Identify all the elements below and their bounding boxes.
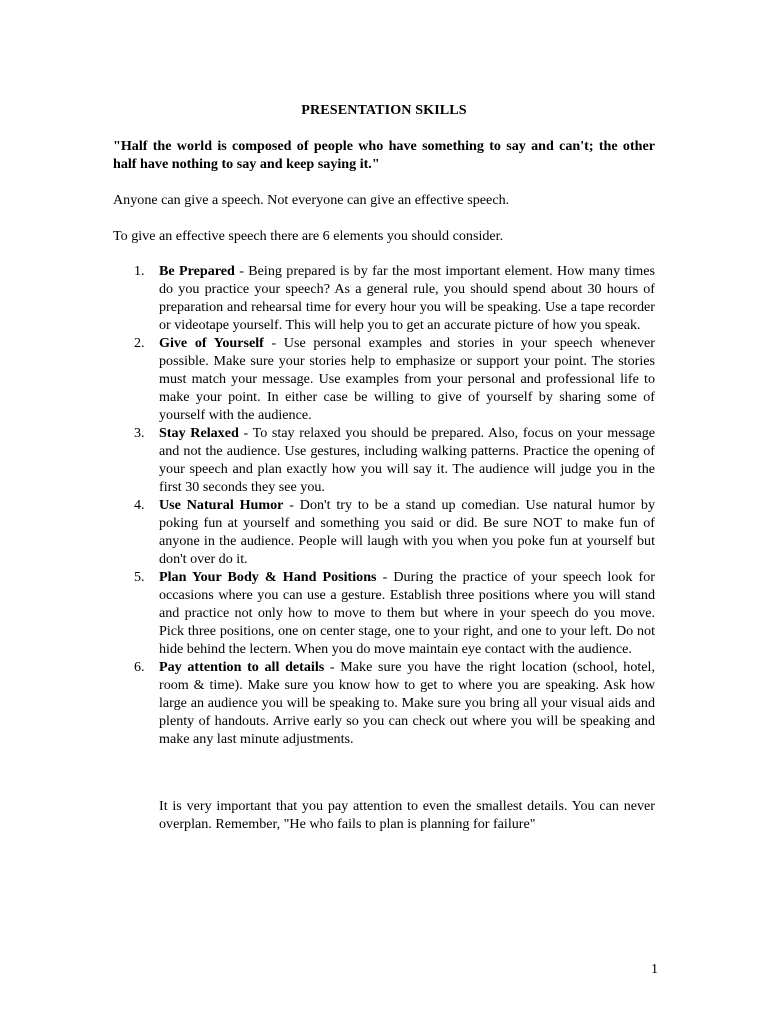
list-item bbox=[113, 568, 655, 658]
list-item-term: Use Natural Humor bbox=[159, 497, 284, 513]
list-item-number: 4. bbox=[134, 497, 145, 513]
list-item-term: Plan Your Body & Hand Positions bbox=[159, 569, 377, 585]
list-item-number: 6. bbox=[134, 659, 145, 675]
opening-quote: "Half the world is composed of people who have something to say and can't; the other half have nothing to say and keep saying it." bbox=[113, 138, 655, 172]
list-item bbox=[113, 496, 655, 568]
list-item-text: - Make sure you have the right location (school, hotel, room & time). Make sure you know how to get to where you are speaking. Ask how large an audience you will be speaking to. Make sure you bring all your visual aids and plenty of handouts. Arrive early so you can check out where you will be speaking and make any last minute adjustments. bbox=[159, 659, 655, 747]
list-item-text: - Being prepared is by far the most important element. How many times do you practice your speech? As a general rule, you should spend about 30 hours of preparation and rehearsal time for every hour you will be speaking. Use a tape recorder or videotape yourself. This will help you to get an accurate picture of how you speak. bbox=[159, 263, 655, 333]
elements-list bbox=[113, 262, 655, 748]
page-number: 1 bbox=[650, 961, 658, 977]
list-item bbox=[113, 658, 655, 748]
list-item-term: Stay Relaxed bbox=[159, 425, 239, 441]
list-item bbox=[113, 262, 655, 334]
list-item bbox=[113, 424, 655, 496]
list-item-number: 2. bbox=[134, 335, 145, 351]
list-item-text: - To stay relaxed you should be prepared. Also, focus on your message and not the audience. Use gestures, including walking patterns. Practice the opening of your speech and plan exactly how you will say it. The audience will judge you in the first 30 seconds they see you. bbox=[159, 425, 656, 495]
list-item-term: Pay attention to all details bbox=[159, 659, 325, 675]
list-item bbox=[113, 334, 655, 424]
list-item-text: - Don't try to be a stand up comedian. Use natural humor by poking fun at yourself and something you said or did. Be sure NOT to make fun of anyone in the audience. People will laugh with you when you poke fun at yourself but don't over do it. bbox=[159, 497, 655, 567]
list-item-text: - During the practice of your speech look for occasions where you can use a gesture. Establish three positions where you will stand and practice not only how to move to them but where in your speech do you move. Pick three positions, one on center stage, one to your right, and one to your left. Do not hide behind the lectern. When you do move maintain eye contact with the audience. bbox=[159, 569, 655, 657]
list-item-term: Be Prepared bbox=[159, 263, 235, 279]
intro-paragraph-2: To give an effective speech there are 6 elements you should consider. bbox=[113, 228, 504, 244]
list-item-text: - Use personal examples and stories in your speech whenever possible. Make sure your stories help to emphasize or support your point. The stories must match your message. Use examples from your personal and professional life to make your point. In either case be willing to give of yourself by sharing some of yourself with the audience. bbox=[159, 335, 655, 423]
document-title: PRESENTATION SKILLS bbox=[301, 102, 467, 118]
list-item-number: 5. bbox=[134, 569, 145, 585]
intro-paragraph-1: Anyone can give a speech. Not everyone can give an effective speech. bbox=[113, 192, 510, 208]
list-item-number: 3. bbox=[134, 425, 145, 441]
list-item-term: Give of Yourself bbox=[159, 335, 264, 351]
closing-paragraph: It is very important that you pay attention to even the smallest details. You can never overplan. Remember, "He who fails to plan is planning for failure" bbox=[159, 798, 655, 832]
list-item-number: 1. bbox=[134, 263, 145, 279]
